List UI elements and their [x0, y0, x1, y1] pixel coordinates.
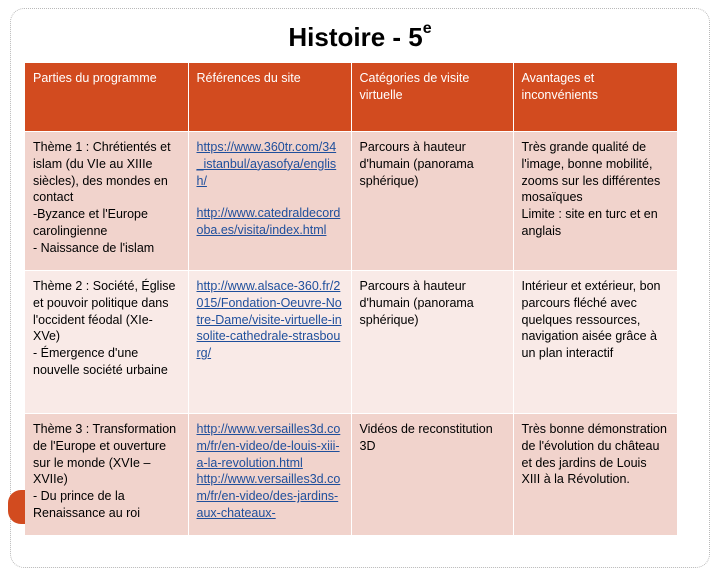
header-cell: Références du site	[188, 63, 351, 132]
table-header-row	[25, 63, 677, 132]
cell-pros-cons	[513, 414, 677, 536]
title-superscript: e	[422, 20, 432, 37]
cell-text: Parcours à hauteur d'humain (panorama sphérique)	[359, 140, 474, 188]
header-cell: Avantages et inconvénients	[513, 63, 677, 132]
cell-text: Très grande qualité de l'image, bonne mobilité, zooms sur les différentes mosaïques Limite : site en turc et en anglais	[521, 140, 661, 238]
title-text: Histoire - 5	[288, 22, 423, 52]
site-link[interactable]: https://www.360tr.com/34_istanbul/ayasofya/english/	[196, 140, 337, 188]
cell-site-links	[188, 271, 351, 414]
cell-text: Thème 1 : Chrétientés et islam (du VIe au XIIIe siècles), des mondes en contact -Byzance et l'Europe carolingienne - Naissance de l'islam	[33, 140, 171, 255]
site-link[interactable]: http://www.alsace-360.fr/2015/Fondation-Oeuvre-Notre-Dame/visite-virtuelle-insolite-cathedrale-strasbourg/	[196, 279, 342, 361]
table-row	[25, 414, 677, 536]
cell-programme-part	[25, 271, 188, 414]
header-cell: Catégories de visite virtuelle	[351, 63, 513, 132]
cell-text: Thème 2 : Société, Église et pouvoir politique dans l'occident féodal (XIe-XVe) - Émergence d'une nouvelle société urbaine	[33, 279, 176, 377]
cell-text: Thème 3 : Transformation de l'Europe et ouverture sur le monde (XVIe – XVIIe) - Du prince de la Renaissance au roi	[33, 422, 177, 520]
header-cell: Parties du programme	[25, 63, 188, 132]
table-row	[25, 132, 677, 271]
cell-text: Parcours à hauteur d'humain (panorama sphérique)	[359, 279, 474, 327]
cell-site-links	[188, 132, 351, 271]
cell-programme-part	[25, 132, 188, 271]
cell-visit-category	[351, 271, 513, 414]
site-link[interactable]: http://www.versailles3d.com/fr/en-video/de-louis-xiii-a-la-revolution.html	[196, 422, 341, 470]
link-spacer	[197, 189, 343, 205]
cell-visit-category	[351, 132, 513, 271]
cell-text: Intérieur et extérieur, bon parcours fléché avec quelques ressources, navigation aisée grâce à un plan interactif	[521, 279, 661, 361]
table-row	[25, 271, 677, 414]
site-link[interactable]: http://www.versailles3d.com/fr/en-video/des-jardins-aux-chateaux-	[196, 472, 341, 520]
cell-visit-category	[351, 414, 513, 536]
cell-text: Très bonne démonstration de l'évolution du château et des jardins de Louis XIII à la Révolution.	[521, 422, 667, 487]
cell-programme-part	[25, 414, 188, 536]
slide-title	[0, 22, 720, 53]
cell-text: Vidéos de reconstitution 3D	[359, 422, 493, 453]
cell-pros-cons	[513, 132, 677, 271]
site-link[interactable]: http://www.catedraldecordoba.es/visita/index.html	[196, 206, 341, 238]
cell-pros-cons	[513, 271, 677, 414]
programme-table	[25, 63, 678, 536]
cell-site-links	[188, 414, 351, 536]
